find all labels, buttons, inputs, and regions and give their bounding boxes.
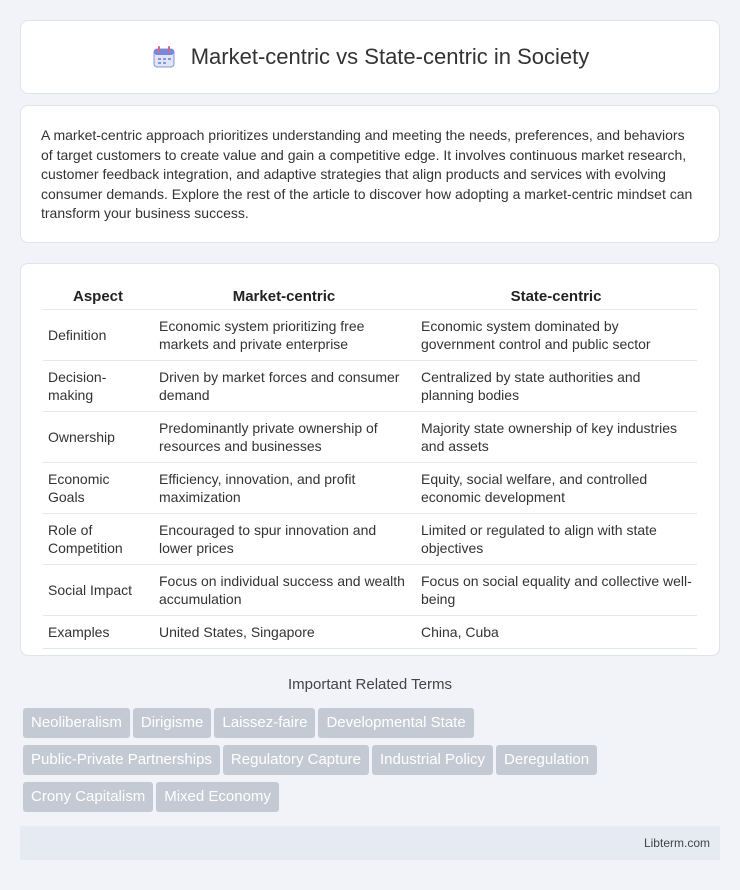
- column-header-aspect: Aspect: [43, 284, 153, 310]
- calendar-icon: [151, 44, 177, 70]
- intro-text: A market-centric approach prioritizes understanding and meeting the needs, preferences, and behaviors of target customers to create value and gain a competitive edge. It involves continuous market research, customer feedback integration, and adaptive strategies that align products and services with evolving consumer demands. Explore the rest of the article to discover how adopting a market-centric mindset can transform your business success.: [41, 127, 693, 221]
- market-centric-cell: Encouraged to spur innovation and lower prices: [153, 514, 415, 565]
- related-term-tag[interactable]: Regulatory Capture: [223, 745, 369, 775]
- table-row: [43, 361, 697, 412]
- aspect-cell: Ownership: [43, 412, 153, 463]
- aspect-cell: Economic Goals: [43, 463, 153, 514]
- table-row: [43, 463, 697, 514]
- state-centric-cell: Equity, social welfare, and controlled economic development: [415, 463, 697, 514]
- related-term-tag[interactable]: Developmental State: [318, 708, 473, 738]
- table-row: [43, 565, 697, 616]
- table-row: [43, 616, 697, 649]
- page-title: Market-centric vs State-centric in Society: [190, 44, 590, 69]
- related-term-tag[interactable]: Crony Capitalism: [23, 782, 153, 812]
- aspect-cell: Decision-making: [43, 361, 153, 412]
- state-centric-cell: Majority state ownership of key industries and assets: [415, 412, 697, 463]
- comparison-table-card: [20, 263, 720, 656]
- market-centric-cell: Efficiency, innovation, and profit maximization: [153, 463, 415, 514]
- aspect-cell: Definition: [43, 310, 153, 361]
- market-centric-cell: Economic system prioritizing free markets and private enterprise: [153, 310, 415, 361]
- state-centric-cell: Limited or regulated to align with state objectives: [415, 514, 697, 565]
- state-centric-cell: Economic system dominated by government control and public sector: [415, 310, 697, 361]
- table-row: [43, 412, 697, 463]
- aspect-cell: Social Impact: [43, 565, 153, 616]
- market-centric-cell: Predominantly private ownership of resources and businesses: [153, 412, 415, 463]
- table-row: [43, 514, 697, 565]
- related-terms-list: [23, 708, 723, 819]
- aspect-cell: Role of Competition: [43, 514, 153, 565]
- related-term-tag[interactable]: Deregulation: [496, 745, 597, 775]
- related-term-tag[interactable]: Neoliberalism: [23, 708, 130, 738]
- related-terms-title: Important Related Terms: [288, 676, 452, 693]
- table-header-row: [43, 284, 697, 310]
- related-term-tag[interactable]: Industrial Policy: [372, 745, 493, 775]
- market-centric-cell: United States, Singapore: [153, 616, 415, 649]
- footer: [20, 826, 720, 860]
- state-centric-cell: Centralized by state authorities and planning bodies: [415, 361, 697, 412]
- related-term-tag[interactable]: Dirigisme: [133, 708, 212, 738]
- aspect-cell: Examples: [43, 616, 153, 649]
- state-centric-cell: Focus on social equality and collective well-being: [415, 565, 697, 616]
- market-centric-cell: Driven by market forces and consumer demand: [153, 361, 415, 412]
- column-header-state-centric: State-centric: [415, 284, 697, 310]
- market-centric-cell: Focus on individual success and wealth accumulation: [153, 565, 415, 616]
- related-term-tag[interactable]: Mixed Economy: [156, 782, 279, 812]
- related-term-tag[interactable]: Public-Private Partnerships: [23, 745, 220, 775]
- column-header-market-centric: Market-centric: [153, 284, 415, 310]
- footer-site-link[interactable]: Libterm.com: [643, 836, 710, 850]
- header-card: [20, 20, 720, 94]
- table-row: [43, 310, 697, 361]
- intro-card: [20, 105, 720, 243]
- comparison-table: [43, 284, 697, 649]
- state-centric-cell: China, Cuba: [415, 616, 697, 649]
- related-term-tag[interactable]: Laissez-faire: [214, 708, 315, 738]
